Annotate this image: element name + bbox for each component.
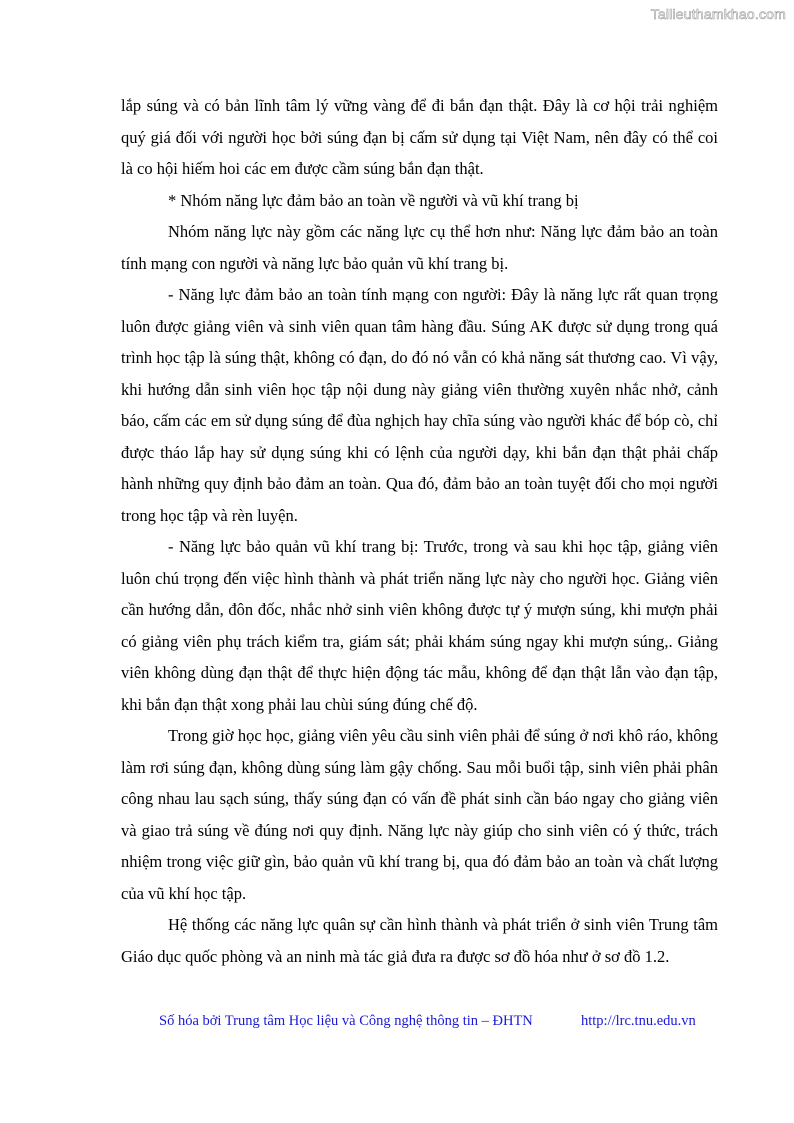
document-body <box>121 90 718 972</box>
footer-credit: Số hóa bởi Trung tâm Học liệu và Công nghệ thông tin – ĐHTN <box>159 1013 533 1029</box>
paragraph-2-heading: * Nhóm năng lực đảm bảo an toàn về người và vũ khí trang bị <box>168 190 579 210</box>
paragraph-1: lắp súng và có bản lĩnh tâm lý vững vàng để đi bắn đạn thật. Đây là cơ hội trải nghiệm quý giá đối với người học bởi súng đạn bị cấm sử dụng tại Việt Nam, nên đây có thể coi là co hội hiếm hoi các em được cầm súng bắn đạn thật. <box>121 96 718 178</box>
paragraph-3: Nhóm năng lực này gồm các năng lực cụ thể hơn như: Năng lực đảm bảo an toàn tính mạng con người và năng lực bảo quản vũ khí trang bị. <box>121 222 718 273</box>
paragraph-7: Hệ thống các năng lực quân sự cần hình thành và phát triển ở sinh viên Trung tâm Giáo dục quốc phòng và an ninh mà tác giả đưa ra được sơ đồ hóa như ở sơ đồ 1.2. <box>121 915 718 966</box>
page-footer <box>159 1013 699 1030</box>
paragraph-5: - Năng lực bảo quản vũ khí trang bị: Trước, trong và sau khi học tập, giảng viên luôn chú trọng đến việc hình thành và phát triển năng lực này cho người học. Giảng viên cần hướng dẫn, đôn đốc, nhắc nhở sinh viên không được tự ý mượn súng, khi mượn phải có giảng viên phụ trách kiểm tra, giám sát; phải khám súng ngay khi mượn súng,. Giảng viên không dùng đạn thật để thực hiện động tác mẫu, không để đạn thật lẫn vào đạn tập, khi bắn đạn thật xong phải lau chùi súng đúng chế độ. <box>121 537 718 714</box>
paragraph-4: - Năng lực đảm bảo an toàn tính mạng con người: Đây là năng lực rất quan trọng luôn được giảng viên và sinh viên quan tâm hàng đầu. Súng AK được sử dụng trong quá trình học tập là súng thật, không có đạn, do đó nó vẫn có khả năng sát thương cao. Vì vậy, khi hướng dẫn sinh viên học tập nội dung này giảng viên thường xuyên nhắc nhở, cảnh báo, cấm các em sử dụng súng để đùa nghịch hay chĩa súng vào người khác để bóp cò, chỉ được tháo lắp hay sử dụng súng khi có lệnh của người dạy, khi bắn đạn thật phải chấp hành những quy định bảo đảm an toàn. Qua đó, đảm bảo an toàn tuyệt đối cho mọi người trong học tập và rèn luyện. <box>121 285 718 525</box>
paragraph-6: Trong giờ học học, giảng viên yêu cầu sinh viên phải để súng ở nơi khô ráo, không làm rơi súng đạn, không dùng súng làm gậy chống. Sau mỗi buổi tập, sinh viên phải phân công nhau lau sạch súng, thấy súng đạn có vấn đề phát sinh cần báo ngay cho giảng viên và giao trả súng về đúng nơi quy định. Năng lực này giúp cho sinh viên có ý thức, trách nhiệm trong việc giữ gìn, bảo quản vũ khí trang bị, qua đó đảm bảo an toàn và chất lượng của vũ khí học tập. <box>121 726 718 903</box>
footer-url-link[interactable]: http://lrc.tnu.edu.vn <box>581 1013 696 1029</box>
watermark-text: Tailieuthamkhao.com <box>650 6 786 22</box>
